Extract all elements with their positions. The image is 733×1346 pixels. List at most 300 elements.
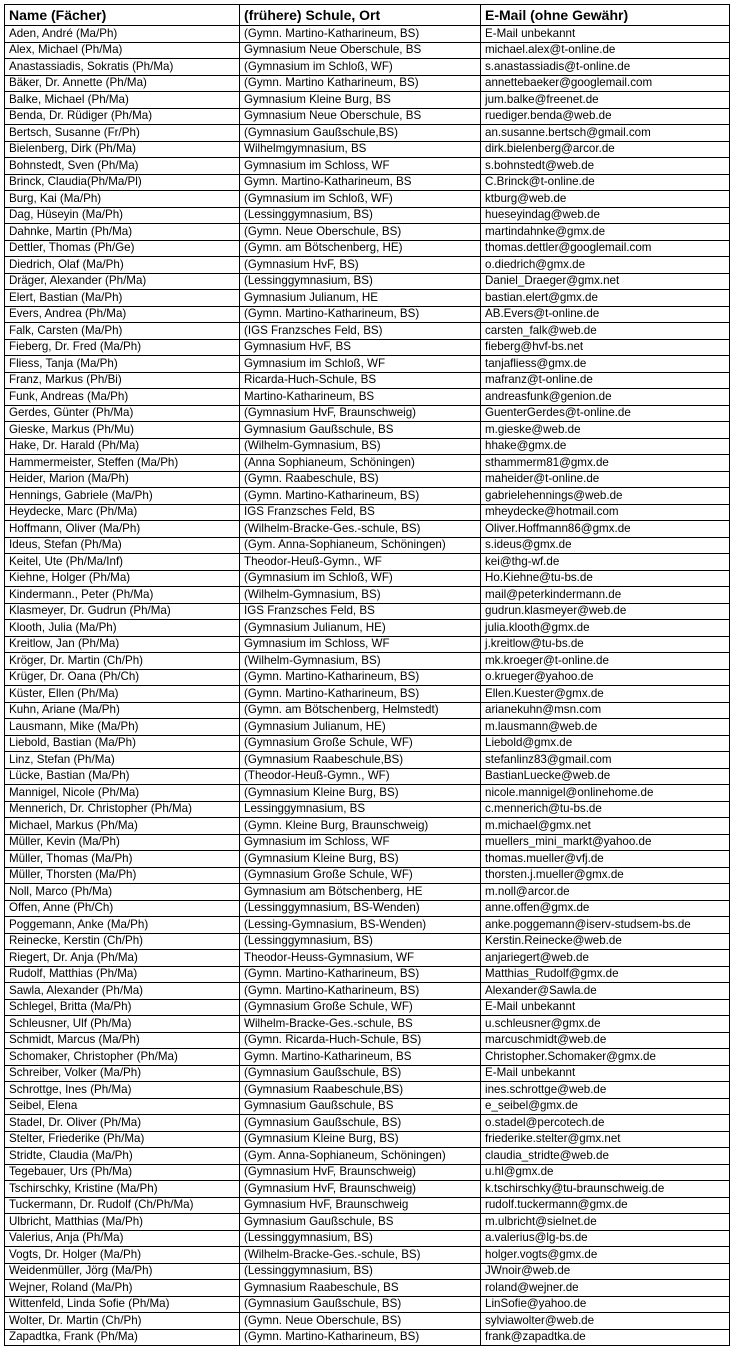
name-cell: Klooth, Julia (Ma/Ph) bbox=[5, 620, 240, 637]
name-cell: Lücke, Bastian (Ma/Ph) bbox=[5, 768, 240, 785]
name-cell: Aden, André (Ma/Ph) bbox=[5, 26, 240, 43]
school-cell: (Gymnasium Große Schule, WF) bbox=[240, 867, 481, 884]
email-cell: carsten_falk@web.de bbox=[481, 323, 730, 340]
email-cell: o.stadel@percotech.de bbox=[481, 1115, 730, 1132]
email-cell: C.Brinck@t-online.de bbox=[481, 174, 730, 191]
email-cell: s.anastassiadis@t-online.de bbox=[481, 59, 730, 76]
email-cell: Ellen.Kuester@gmx.de bbox=[481, 686, 730, 703]
header-school-location: (frühere) Schule, Ort bbox=[240, 5, 481, 26]
school-cell: (Gym. Anna-Sophianeum, Schöningen) bbox=[240, 1148, 481, 1165]
name-cell: Funk, Andreas (Ma/Ph) bbox=[5, 389, 240, 406]
email-cell: an.susanne.bertsch@gmail.com bbox=[481, 125, 730, 142]
table-row bbox=[5, 735, 730, 752]
table-row bbox=[5, 455, 730, 472]
name-cell: Anastassiadis, Sokratis (Ph/Ma) bbox=[5, 59, 240, 76]
school-cell: (Lessinggymnasium, BS) bbox=[240, 1263, 481, 1280]
email-cell: fieberg@hvf-bs.net bbox=[481, 339, 730, 356]
email-cell: dirk.bielenberg@arcor.de bbox=[481, 141, 730, 158]
email-cell: s.ideus@gmx.de bbox=[481, 537, 730, 554]
name-cell: Elert, Bastian (Ma/Ph) bbox=[5, 290, 240, 307]
name-cell: Stadel, Dr. Oliver (Ph/Ma) bbox=[5, 1115, 240, 1132]
school-cell: (Theodor-Heuß-Gymn., WF) bbox=[240, 768, 481, 785]
school-cell: Gymnasium Gaußschule, BS bbox=[240, 1214, 481, 1231]
school-cell: Gymnasium HvF, BS bbox=[240, 339, 481, 356]
name-cell: Dahnke, Martin (Ph/Ma) bbox=[5, 224, 240, 241]
table-row bbox=[5, 917, 730, 934]
email-cell: E-Mail unbekannt bbox=[481, 26, 730, 43]
table-row bbox=[5, 950, 730, 967]
name-cell: Keitel, Ute (Ph/Ma/Inf) bbox=[5, 554, 240, 571]
email-cell: s.bohnstedt@web.de bbox=[481, 158, 730, 175]
school-cell: (Gym. Anna-Sophianeum, Schöningen) bbox=[240, 537, 481, 554]
table-row bbox=[5, 75, 730, 92]
email-cell: roland@wejner.de bbox=[481, 1280, 730, 1297]
email-cell: michael.alex@t-online.de bbox=[481, 42, 730, 59]
email-cell: ines.schrottge@web.de bbox=[481, 1082, 730, 1099]
email-cell: o.diedrich@gmx.de bbox=[481, 257, 730, 274]
school-cell: Gymnasium Julianum, HE bbox=[240, 290, 481, 307]
school-cell: (Gymnasium Gaußschule, BS) bbox=[240, 1065, 481, 1082]
table-row bbox=[5, 158, 730, 175]
name-cell: Alex, Michael (Ph/Ma) bbox=[5, 42, 240, 59]
table-row bbox=[5, 851, 730, 868]
name-cell: Riegert, Dr. Anja (Ph/Ma) bbox=[5, 950, 240, 967]
school-cell: (Wilhelm-Gymnasium, BS) bbox=[240, 438, 481, 455]
school-cell: (Gymnasium Gaußschule,BS) bbox=[240, 125, 481, 142]
school-cell: Gymnasium im Schloss, WF bbox=[240, 834, 481, 851]
email-cell: JWnoir@web.de bbox=[481, 1263, 730, 1280]
table-row bbox=[5, 1164, 730, 1181]
name-cell: Kuhn, Ariane (Ma/Ph) bbox=[5, 702, 240, 719]
name-cell: Gieske, Markus (Ph/Mu) bbox=[5, 422, 240, 439]
name-cell: Benda, Dr. Rüdiger (Ph/Ma) bbox=[5, 108, 240, 125]
school-cell: Gymnasium Gaußschule, BS bbox=[240, 422, 481, 439]
school-cell: Wilhelm-Bracke-Ges.-schule, BS bbox=[240, 1016, 481, 1033]
table-row bbox=[5, 1115, 730, 1132]
name-cell: Dräger, Alexander (Ph/Ma) bbox=[5, 273, 240, 290]
name-cell: Müller, Thorsten (Ma/Ph) bbox=[5, 867, 240, 884]
name-cell: Hennings, Gabriele (Ma/Ph) bbox=[5, 488, 240, 505]
table-row bbox=[5, 834, 730, 851]
name-cell: Falk, Carsten (Ma/Ph) bbox=[5, 323, 240, 340]
school-cell: (Gymn. Martino-Katharineum, BS) bbox=[240, 1329, 481, 1346]
email-cell: a.valerius@lg-bs.de bbox=[481, 1230, 730, 1247]
table-row bbox=[5, 1032, 730, 1049]
table-row bbox=[5, 537, 730, 554]
school-cell: (Gymnasium Julianum, HE) bbox=[240, 620, 481, 637]
name-cell: Schmidt, Marcus (Ma/Ph) bbox=[5, 1032, 240, 1049]
name-cell: Evers, Andrea (Ph/Ma) bbox=[5, 306, 240, 323]
table-row bbox=[5, 653, 730, 670]
school-cell: (Gymnasium im Schloß, WF) bbox=[240, 59, 481, 76]
table-row bbox=[5, 290, 730, 307]
school-cell: (Lessing-Gymnasium, BS-Wenden) bbox=[240, 917, 481, 934]
table-row bbox=[5, 620, 730, 637]
email-cell: c.mennerich@tu-bs.de bbox=[481, 801, 730, 818]
name-cell: Michael, Markus (Ph/Ma) bbox=[5, 818, 240, 835]
school-cell: Gymnasium im Schloß, WF bbox=[240, 356, 481, 373]
name-cell: Poggemann, Anke (Ma/Ph) bbox=[5, 917, 240, 934]
table-row bbox=[5, 257, 730, 274]
email-cell: Matthias_Rudolf@gmx.de bbox=[481, 966, 730, 983]
name-cell: Wittenfeld, Linda Sofie (Ph/Ma) bbox=[5, 1296, 240, 1313]
email-cell: mheydecke@hotmail.com bbox=[481, 504, 730, 521]
school-cell: (Wilhelm-Bracke-Ges.-schule, BS) bbox=[240, 521, 481, 538]
school-cell: Gymnasium Raabeschule, BS bbox=[240, 1280, 481, 1297]
school-cell: (Lessinggymnasium, BS) bbox=[240, 207, 481, 224]
email-cell: m.lausmann@web.de bbox=[481, 719, 730, 736]
name-cell: Stelter, Friederike (Ph/Ma) bbox=[5, 1131, 240, 1148]
school-cell: (Gymnasium Große Schule, WF) bbox=[240, 999, 481, 1016]
email-cell: holger.vogts@gmx.de bbox=[481, 1247, 730, 1264]
email-cell: Christopher.Schomaker@gmx.de bbox=[481, 1049, 730, 1066]
table-row bbox=[5, 1247, 730, 1264]
email-cell: anke.poggemann@iserv-studsem-bs.de bbox=[481, 917, 730, 934]
name-cell: Hoffmann, Oliver (Ma/Ph) bbox=[5, 521, 240, 538]
name-cell: Dag, Hüseyin (Ma/Ph) bbox=[5, 207, 240, 224]
school-cell: (Gymn. Martino-Katharineum, BS) bbox=[240, 306, 481, 323]
email-cell: Oliver.Hoffmann86@gmx.de bbox=[481, 521, 730, 538]
name-cell: Ulbricht, Matthias (Ma/Ph) bbox=[5, 1214, 240, 1231]
name-cell: Tuckermann, Dr. Rudolf (Ch/Ph/Ma) bbox=[5, 1197, 240, 1214]
school-cell: (Gymn. am Bötschenberg, Helmstedt) bbox=[240, 702, 481, 719]
name-cell: Diedrich, Olaf (Ma/Ph) bbox=[5, 257, 240, 274]
email-cell: frank@zapadtka.de bbox=[481, 1329, 730, 1346]
school-cell: Gymnasium Neue Oberschule, BS bbox=[240, 42, 481, 59]
contact-table bbox=[4, 4, 730, 1346]
email-cell: GuenterGerdes@t-online.de bbox=[481, 405, 730, 422]
table-header bbox=[5, 5, 730, 26]
table-row bbox=[5, 1131, 730, 1148]
email-cell: m.michael@gmx.net bbox=[481, 818, 730, 835]
email-cell: arianekuhn@msn.com bbox=[481, 702, 730, 719]
name-cell: Kröger, Dr. Martin (Ch/Ph) bbox=[5, 653, 240, 670]
school-cell: (Gymnasium HvF, BS) bbox=[240, 257, 481, 274]
school-cell: (Gymn. Martino-Katharineum, BS) bbox=[240, 26, 481, 43]
school-cell: Gymnasium im Schloss, WF bbox=[240, 158, 481, 175]
table-row bbox=[5, 372, 730, 389]
school-cell: (Wilhelm-Gymnasium, BS) bbox=[240, 653, 481, 670]
email-cell: hhake@gmx.de bbox=[481, 438, 730, 455]
table-row bbox=[5, 686, 730, 703]
table-row bbox=[5, 141, 730, 158]
email-cell: mail@peterkindermann.de bbox=[481, 587, 730, 604]
name-cell: Hake, Dr. Harald (Ph/Ma) bbox=[5, 438, 240, 455]
table-row bbox=[5, 1098, 730, 1115]
school-cell: (Gymnasium Kleine Burg, BS) bbox=[240, 1131, 481, 1148]
email-cell: tanjafliess@gmx.de bbox=[481, 356, 730, 373]
email-cell: m.gieske@web.de bbox=[481, 422, 730, 439]
email-cell: sylviawolter@web.de bbox=[481, 1313, 730, 1330]
school-cell: IGS Franzsches Feld, BS bbox=[240, 504, 481, 521]
table-row bbox=[5, 1148, 730, 1165]
school-cell: (Gymnasium Raabeschule,BS) bbox=[240, 752, 481, 769]
email-cell: mafranz@t-online.de bbox=[481, 372, 730, 389]
table-row bbox=[5, 191, 730, 208]
school-cell: (Gymn. Martino Katharineum, BS) bbox=[240, 75, 481, 92]
school-cell: (Gymnasium im Schloß, WF) bbox=[240, 570, 481, 587]
table-row bbox=[5, 1065, 730, 1082]
name-cell: Burg, Kai (Ma/Ph) bbox=[5, 191, 240, 208]
table-row bbox=[5, 1214, 730, 1231]
email-cell: gabrielehennings@web.de bbox=[481, 488, 730, 505]
table-row bbox=[5, 603, 730, 620]
name-cell: Noll, Marco (Ph/Ma) bbox=[5, 884, 240, 901]
school-cell: (IGS Franzsches Feld, BS) bbox=[240, 323, 481, 340]
table-row bbox=[5, 1197, 730, 1214]
email-cell: nicole.mannigel@onlinehome.de bbox=[481, 785, 730, 802]
email-cell: LinSofie@yahoo.de bbox=[481, 1296, 730, 1313]
name-cell: Müller, Kevin (Ma/Ph) bbox=[5, 834, 240, 851]
school-cell: (Gymn. Neue Oberschule, BS) bbox=[240, 224, 481, 241]
table-row bbox=[5, 125, 730, 142]
school-cell: (Gymn. Martino-Katharineum, BS) bbox=[240, 983, 481, 1000]
school-cell: (Lessinggymnasium, BS) bbox=[240, 1230, 481, 1247]
school-cell: (Gymn. am Bötschenberg, HE) bbox=[240, 240, 481, 257]
school-cell: (Wilhelm-Bracke-Ges.-schule, BS) bbox=[240, 1247, 481, 1264]
school-cell: (Gymnasium Gaußschule, BS) bbox=[240, 1296, 481, 1313]
name-cell: Bielenberg, Dirk (Ph/Ma) bbox=[5, 141, 240, 158]
table-row bbox=[5, 1296, 730, 1313]
school-cell: Wilhelmgymnasium, BS bbox=[240, 141, 481, 158]
name-cell: Hammermeister, Steffen (Ma/Ph) bbox=[5, 455, 240, 472]
table-row bbox=[5, 999, 730, 1016]
header-row bbox=[5, 5, 730, 26]
email-cell: AB.Evers@t-online.de bbox=[481, 306, 730, 323]
email-cell: hueseyindag@web.de bbox=[481, 207, 730, 224]
name-cell: Schreiber, Volker (Ma/Ph) bbox=[5, 1065, 240, 1082]
email-cell: m.noll@arcor.de bbox=[481, 884, 730, 901]
email-cell: o.krueger@yahoo.de bbox=[481, 669, 730, 686]
table-row bbox=[5, 1181, 730, 1198]
table-row bbox=[5, 1016, 730, 1033]
table-row bbox=[5, 1230, 730, 1247]
school-cell: (Gymnasium Gaußschule, BS) bbox=[240, 1115, 481, 1132]
school-cell: (Gymnasium Julianum, HE) bbox=[240, 719, 481, 736]
table-row bbox=[5, 1313, 730, 1330]
school-cell: Martino-Katharineum, BS bbox=[240, 389, 481, 406]
name-cell: Kindermann., Peter (Ph/Ma) bbox=[5, 587, 240, 604]
email-cell: annettebaeker@googlemail.com bbox=[481, 75, 730, 92]
name-cell: Offen, Anne (Ph/Ch) bbox=[5, 900, 240, 917]
school-cell: (Gymnasium HvF, Braunschweig) bbox=[240, 405, 481, 422]
school-cell: (Lessinggymnasium, BS) bbox=[240, 273, 481, 290]
name-cell: Heider, Marion (Ma/Ph) bbox=[5, 471, 240, 488]
table-body bbox=[5, 26, 730, 1346]
table-row bbox=[5, 1049, 730, 1066]
email-cell: E-Mail unbekannt bbox=[481, 999, 730, 1016]
school-cell: (Wilhelm-Gymnasium, BS) bbox=[240, 587, 481, 604]
table-row bbox=[5, 1263, 730, 1280]
table-row bbox=[5, 702, 730, 719]
email-cell: m.ulbricht@sielnet.de bbox=[481, 1214, 730, 1231]
table-row bbox=[5, 240, 730, 257]
email-cell: Alexander@Sawla.de bbox=[481, 983, 730, 1000]
table-row bbox=[5, 966, 730, 983]
email-cell: Kerstin.Reinecke@web.de bbox=[481, 933, 730, 950]
table-row bbox=[5, 224, 730, 241]
name-cell: Schlegel, Britta (Ma/Ph) bbox=[5, 999, 240, 1016]
name-cell: Sawla, Alexander (Ph/Ma) bbox=[5, 983, 240, 1000]
table-row bbox=[5, 339, 730, 356]
table-row bbox=[5, 306, 730, 323]
school-cell: (Gymnasium Große Schule, WF) bbox=[240, 735, 481, 752]
table-row bbox=[5, 900, 730, 917]
table-row bbox=[5, 356, 730, 373]
email-cell: thomas.dettler@googlemail.com bbox=[481, 240, 730, 257]
table-row bbox=[5, 719, 730, 736]
email-cell: BastianLuecke@web.de bbox=[481, 768, 730, 785]
school-cell: (Gymn. Raabeschule, BS) bbox=[240, 471, 481, 488]
table-row bbox=[5, 504, 730, 521]
name-cell: Klasmeyer, Dr. Gudrun (Ph/Ma) bbox=[5, 603, 240, 620]
email-cell: Daniel_Draeger@gmx.net bbox=[481, 273, 730, 290]
table-row bbox=[5, 1329, 730, 1346]
table-row bbox=[5, 92, 730, 109]
name-cell: Weidenmüller, Jörg (Ma/Ph) bbox=[5, 1263, 240, 1280]
email-cell: marcuschmidt@web.de bbox=[481, 1032, 730, 1049]
school-cell: (Gymnasium Kleine Burg, BS) bbox=[240, 851, 481, 868]
name-cell: Gerdes, Günter (Ph/Ma) bbox=[5, 405, 240, 422]
table-row bbox=[5, 636, 730, 653]
name-cell: Bertsch, Susanne (Fr/Ph) bbox=[5, 125, 240, 142]
table-row bbox=[5, 488, 730, 505]
school-cell: Theodor-Heuß-Gymn., WF bbox=[240, 554, 481, 571]
school-cell: Gymn. Martino-Katharineum, BS bbox=[240, 174, 481, 191]
school-cell: (Gymnasium HvF, Braunschweig) bbox=[240, 1181, 481, 1198]
email-cell: anne.offen@gmx.de bbox=[481, 900, 730, 917]
table-row bbox=[5, 884, 730, 901]
school-cell: (Gymn. Martino-Katharineum, BS) bbox=[240, 686, 481, 703]
email-cell: ruediger.benda@web.de bbox=[481, 108, 730, 125]
table-row bbox=[5, 867, 730, 884]
name-cell: Wejner, Roland (Ma/Ph) bbox=[5, 1280, 240, 1297]
email-cell: friederike.stelter@gmx.net bbox=[481, 1131, 730, 1148]
school-cell: Gymnasium Gaußschule, BS bbox=[240, 1098, 481, 1115]
school-cell: Gymnasium am Bötschenberg, HE bbox=[240, 884, 481, 901]
table-row bbox=[5, 59, 730, 76]
name-cell: Reinecke, Kerstin (Ch/Ph) bbox=[5, 933, 240, 950]
school-cell: (Gymn. Neue Oberschule, BS) bbox=[240, 1313, 481, 1330]
email-cell: rudolf.tuckermann@gmx.de bbox=[481, 1197, 730, 1214]
school-cell: (Gymnasium im Schloß, WF) bbox=[240, 191, 481, 208]
header-name-subjects: Name (Fächer) bbox=[5, 5, 240, 26]
email-cell: Ho.Kiehne@tu-bs.de bbox=[481, 570, 730, 587]
table-row bbox=[5, 752, 730, 769]
table-row bbox=[5, 521, 730, 538]
school-cell: (Gymn. Martino-Katharineum, BS) bbox=[240, 966, 481, 983]
table-row bbox=[5, 389, 730, 406]
table-row bbox=[5, 570, 730, 587]
header-email: E-Mail (ohne Gewähr) bbox=[481, 5, 730, 26]
school-cell: (Gymnasium Raabeschule,BS) bbox=[240, 1082, 481, 1099]
table-row bbox=[5, 471, 730, 488]
school-cell: Ricarda-Huch-Schule, BS bbox=[240, 372, 481, 389]
school-cell: IGS Franzsches Feld, BS bbox=[240, 603, 481, 620]
school-cell: (Gymnasium HvF, Braunschweig) bbox=[240, 1164, 481, 1181]
table-row bbox=[5, 785, 730, 802]
table-row bbox=[5, 1082, 730, 1099]
email-cell: martindahnke@gmx.de bbox=[481, 224, 730, 241]
email-cell: maheider@t-online.de bbox=[481, 471, 730, 488]
school-cell: Lessinggymnasium, BS bbox=[240, 801, 481, 818]
school-cell: (Gymn. Kleine Burg, Braunschweig) bbox=[240, 818, 481, 835]
school-cell: (Gymnasium Kleine Burg, BS) bbox=[240, 785, 481, 802]
name-cell: Balke, Michael (Ph/Ma) bbox=[5, 92, 240, 109]
name-cell: Franz, Markus (Ph/Bi) bbox=[5, 372, 240, 389]
name-cell: Tegebauer, Urs (Ph/Ma) bbox=[5, 1164, 240, 1181]
table-row bbox=[5, 422, 730, 439]
table-row bbox=[5, 983, 730, 1000]
name-cell: Dettler, Thomas (Ph/Ge) bbox=[5, 240, 240, 257]
name-cell: Kiehne, Holger (Ph/Ma) bbox=[5, 570, 240, 587]
name-cell: Tschirschky, Kristine (Ma/Ph) bbox=[5, 1181, 240, 1198]
table-row bbox=[5, 669, 730, 686]
name-cell: Stridte, Claudia (Ma/Ph) bbox=[5, 1148, 240, 1165]
name-cell: Heydecke, Marc (Ph/Ma) bbox=[5, 504, 240, 521]
table-row bbox=[5, 1280, 730, 1297]
school-cell: (Anna Sophianeum, Schöningen) bbox=[240, 455, 481, 472]
email-cell: j.kreitlow@tu-bs.de bbox=[481, 636, 730, 653]
name-cell: Fliess, Tanja (Ma/Ph) bbox=[5, 356, 240, 373]
name-cell: Mennerich, Dr. Christopher (Ph/Ma) bbox=[5, 801, 240, 818]
name-cell: Seibel, Elena bbox=[5, 1098, 240, 1115]
name-cell: Bohnstedt, Sven (Ph/Ma) bbox=[5, 158, 240, 175]
table-row bbox=[5, 554, 730, 571]
table-row bbox=[5, 801, 730, 818]
table-row bbox=[5, 818, 730, 835]
school-cell: (Lessinggymnasium, BS) bbox=[240, 933, 481, 950]
email-cell: k.tschirschky@tu-braunschweig.de bbox=[481, 1181, 730, 1198]
table-row bbox=[5, 273, 730, 290]
school-cell: Gymnasium Kleine Burg, BS bbox=[240, 92, 481, 109]
email-cell: bastian.elert@gmx.de bbox=[481, 290, 730, 307]
email-cell: kei@thg-wf.de bbox=[481, 554, 730, 571]
email-cell: anjariegert@web.de bbox=[481, 950, 730, 967]
name-cell: Linz, Stefan (Ph/Ma) bbox=[5, 752, 240, 769]
school-cell: Gymnasium Neue Oberschule, BS bbox=[240, 108, 481, 125]
table-row bbox=[5, 933, 730, 950]
name-cell: Ideus, Stefan (Ph/Ma) bbox=[5, 537, 240, 554]
table-row bbox=[5, 323, 730, 340]
name-cell: Zapadtka, Frank (Ph/Ma) bbox=[5, 1329, 240, 1346]
school-cell: (Gymn. Martino-Katharineum, BS) bbox=[240, 669, 481, 686]
email-cell: stefanlinz83@gmail.com bbox=[481, 752, 730, 769]
email-cell: Liebold@gmx.de bbox=[481, 735, 730, 752]
table-row bbox=[5, 42, 730, 59]
table-row bbox=[5, 405, 730, 422]
table-row bbox=[5, 768, 730, 785]
email-cell: jum.balke@freenet.de bbox=[481, 92, 730, 109]
school-cell: (Lessinggymnasium, BS-Wenden) bbox=[240, 900, 481, 917]
email-cell: e_seibel@gmx.de bbox=[481, 1098, 730, 1115]
table-row bbox=[5, 26, 730, 43]
email-cell: thomas.mueller@vfj.de bbox=[481, 851, 730, 868]
name-cell: Kreitlow, Jan (Ph/Ma) bbox=[5, 636, 240, 653]
table-row bbox=[5, 438, 730, 455]
email-cell: u.schleusner@gmx.de bbox=[481, 1016, 730, 1033]
name-cell: Bäker, Dr. Annette (Ph/Ma) bbox=[5, 75, 240, 92]
email-cell: sthammerm81@gmx.de bbox=[481, 455, 730, 472]
name-cell: Liebold, Bastian (Ma/Ph) bbox=[5, 735, 240, 752]
school-cell: Gymn. Martino-Katharineum, BS bbox=[240, 1049, 481, 1066]
school-cell: Gymnasium HvF, Braunschweig bbox=[240, 1197, 481, 1214]
email-cell: ktburg@web.de bbox=[481, 191, 730, 208]
email-cell: thorsten.j.mueller@gmx.de bbox=[481, 867, 730, 884]
name-cell: Müller, Thomas (Ma/Ph) bbox=[5, 851, 240, 868]
name-cell: Fieberg, Dr. Fred (Ma/Ph) bbox=[5, 339, 240, 356]
name-cell: Schleusner, Ulf (Ph/Ma) bbox=[5, 1016, 240, 1033]
